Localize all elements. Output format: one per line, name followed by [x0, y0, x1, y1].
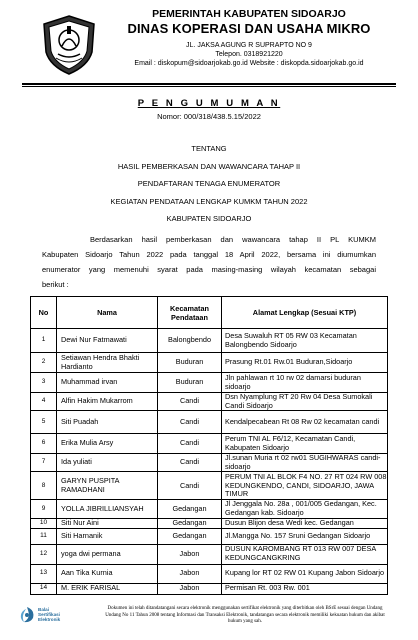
row-district: Gedangan: [158, 500, 222, 518]
row-number: 9: [31, 500, 57, 518]
row-name: Setiawan Hendra Bhakti Hardianto: [57, 353, 158, 373]
table-row: [31, 434, 388, 454]
table-row: [31, 329, 388, 353]
bsre-logo-icon: [18, 606, 36, 624]
department-name: DINAS KOPERASI DAN USAHA MIKRO: [127, 21, 371, 36]
row-address: Prasung Rt.01 Rw.01 Buduran,Sidoarjo: [222, 353, 388, 373]
header-no: No: [31, 297, 57, 329]
row-name: Aan Tika Kurnia: [57, 564, 158, 583]
electronic-signature-note: [86, 606, 404, 626]
office-address: JL. JAKSA AGUNG R SUPRAPTO NO 9: [186, 42, 312, 49]
government-name: PEMERINTAH KABUPATEN SIDOARJO: [152, 8, 346, 20]
letterhead: [0, 8, 418, 80]
row-name: Ida yuliati: [57, 454, 158, 472]
row-address: Dsn Nyamplung RT 20 Rw 04 Desa Sumokali Candi Sidoarjo: [222, 393, 388, 411]
row-number: 5: [31, 411, 57, 434]
row-number: 13: [31, 564, 57, 583]
announcement-number: Nomor: 000/318/438.5.15/2022: [157, 112, 261, 121]
header-address: Alamat Lengkap (Sesuai KTP): [222, 297, 388, 329]
row-district: Candi: [158, 393, 222, 411]
letterhead-divider-thin: [22, 86, 396, 87]
row-name: Erika Mulia Arsy: [57, 434, 158, 454]
enumerator-table: [30, 296, 388, 595]
subject-line: KEGIATAN PENDATAAN LENGKAP KUMKM TAHUN 2022: [110, 196, 308, 206]
office-contact: Email : diskopum@sidoarjokab.go.id Website : diskopda.sidoarjokab.go.id: [134, 60, 364, 67]
table-header-row: [31, 297, 388, 329]
office-phone: Telepon. 0318921220: [215, 51, 283, 58]
header-district: [158, 297, 222, 329]
intro-line: berikut :: [42, 280, 69, 289]
row-district: Buduran: [158, 353, 222, 373]
row-number: 1: [31, 329, 57, 353]
row-name: yoga dwi permana: [57, 544, 158, 564]
row-address: Jln pahlawan rt 10 rw 02 damarsi buduran sidoarjo: [222, 373, 388, 393]
subject-line: HASIL PEMBERKASAN DAN WAWANCARA TAHAP II: [117, 161, 301, 171]
subject-line: KABUPATEN SIDOARJO: [166, 214, 252, 223]
table-row: [31, 353, 388, 373]
table-row: [31, 373, 388, 393]
row-name: Siti Nur Aini: [57, 518, 158, 528]
row-number: 7: [31, 454, 57, 472]
table-row: [31, 583, 388, 594]
row-number: 3: [31, 373, 57, 393]
row-address: Jl.Mangga No. 157 Sruni Gedangan Sidoarjo: [222, 528, 388, 544]
table-row: [31, 454, 388, 472]
row-name: Dewi Nur Fatmawati: [57, 329, 158, 353]
header-district-line1: Kecamatan: [170, 303, 209, 313]
table-row: [31, 472, 388, 500]
row-name: YOLLA JIBRILLIANSYAH: [57, 500, 158, 518]
row-address: Kendalpecabean Rt 08 Rw 02 kecamatan candi: [222, 411, 388, 434]
row-address: Perum TNI AL F6/12, Kecamatan Candi, Kabupaten Sidoarjo: [222, 434, 388, 454]
row-address: Permisan Rt. 003 Rw. 001: [222, 583, 388, 594]
row-name: Alfin Hakim Mukarrom: [57, 393, 158, 411]
row-district: Jabon: [158, 544, 222, 564]
note-line: hukum yang sah.: [227, 619, 263, 625]
row-name: Siti Harnanik: [57, 528, 158, 544]
announcement-subject: [0, 140, 418, 228]
subject-line: TENTANG: [191, 144, 227, 153]
note-line: Dokumen ini telah ditandatangani secara elektronik menggunakan sertifikat elektronik yang diterbitkan oleh BSrE sesuai dengan Undang: [107, 606, 383, 611]
row-district: Gedangan: [158, 518, 222, 528]
row-district: Candi: [158, 411, 222, 434]
bsre-logo-line: Elektronik: [38, 617, 61, 622]
bsre-logo-line: Balai: [38, 607, 49, 612]
intro-paragraph: [42, 232, 376, 292]
row-number: 8: [31, 472, 57, 500]
intro-line: Kabupaten Sidoarjo Tahun 2022 pada tanggal 18 April 2022, bersama ini diumumkan: [42, 250, 376, 259]
row-district: Gedangan: [158, 528, 222, 544]
row-district: Jabon: [158, 583, 222, 594]
row-address: DUSUN KAROMBANG RT 013 RW 007 DESA KEDUNGCANGKRING: [222, 544, 388, 564]
row-district: Candi: [158, 454, 222, 472]
table-row: [31, 528, 388, 544]
row-number: 6: [31, 434, 57, 454]
table-row: [31, 518, 388, 528]
row-number: 14: [31, 583, 57, 594]
bsre-logo-text: [38, 607, 60, 622]
table-row: [31, 544, 388, 564]
signature-footer: [0, 598, 418, 640]
row-district: Candi: [158, 434, 222, 454]
row-district: Buduran: [158, 373, 222, 393]
bsre-logo-line: Sertifikasi: [38, 612, 60, 617]
row-number: 2: [31, 353, 57, 373]
row-address: Dusun Blijon desa Wedi kec. Gedangan: [222, 518, 388, 528]
row-address: PERUM TNI AL BLOK F4 NO. 27 RT 024 RW 008 KEDUNGKENDO, CANDI, SIDOARJO, JAWA TIMUR: [222, 472, 388, 500]
row-name: M. ERIK FARISAL: [57, 583, 158, 594]
subject-line: PENDAFTARAN TENAGA ENUMERATOR: [137, 179, 281, 188]
row-number: 4: [31, 393, 57, 411]
table-row: [31, 564, 388, 583]
intro-line: Berdasarkan hasil pemberkasan dan wawancara tahap II PL KUMKM: [90, 235, 376, 244]
row-district: Candi: [158, 472, 222, 500]
table-row: [31, 500, 388, 518]
row-address: Jl.sunan Muria rt 02 rw01 SUGIHWARAS candi-sidoarjo: [222, 454, 388, 472]
intro-line: enumerator yang memenuhi syarat pada masing-masing wilayah kecamatan sebagai: [42, 265, 376, 274]
header-name: Nama: [57, 297, 158, 329]
announcement-title: P E N G U M U M A N: [137, 98, 281, 109]
row-district: Balongbendo: [158, 329, 222, 353]
row-name: Muhammad irvan: [57, 373, 158, 393]
row-name: Siti Puadah: [57, 411, 158, 434]
row-address: Kupang lor RT 02 RW 01 Kupang Jabon Sidoarjo: [222, 564, 388, 583]
note-line: Undang No 11 Tahun 2008 tentang Informasi dan Transaksi Elektronik, tandatangan secara elektronik memiliki kekuatan hukum dan akibat: [105, 612, 385, 618]
row-number: 12: [31, 544, 57, 564]
row-district: Jabon: [158, 564, 222, 583]
table-row: [31, 393, 388, 411]
row-address: Desa Suwaluh RT 05 RW 03 Kecamatan Balongbendo Sidoarjo: [222, 329, 388, 353]
letterhead-divider-thick: [22, 83, 396, 85]
header-district-line2: Pendataan: [171, 312, 208, 322]
row-number: 10: [31, 518, 57, 528]
row-number: 11: [31, 528, 57, 544]
row-address: Jl Jenggala No. 28a , 001/005 Gedangan, Kec. Gedangan kab. Sidoarjo: [222, 500, 388, 518]
row-name: GARYN PUSPITA RAMADHANI: [57, 472, 158, 500]
table-row: [31, 411, 388, 434]
